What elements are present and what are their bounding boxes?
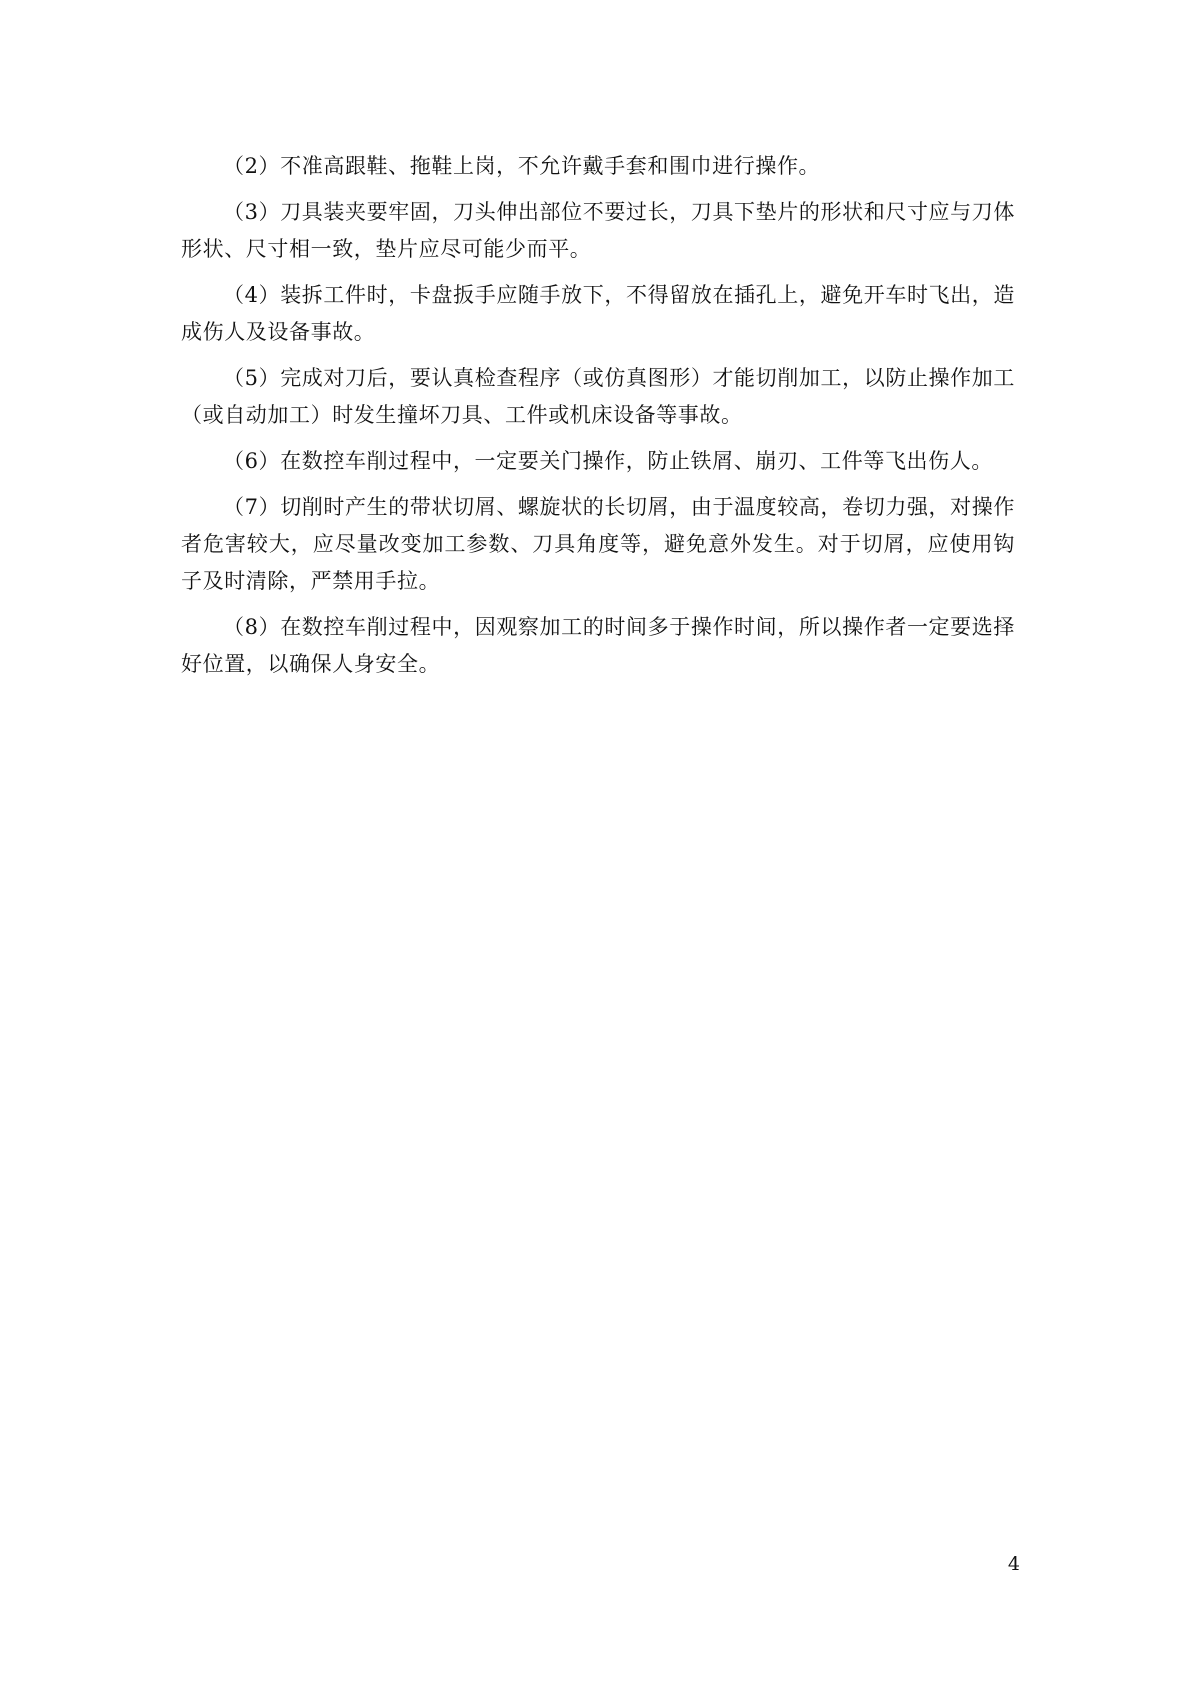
paragraph-6: （6）在数控车削过程中，一定要关门操作，防止铁屑、崩刃、工件等飞出伤人。	[223, 449, 993, 473]
paragraph-3: （3）刀具装夹要牢固，刀头伸出部位不要过长，刀具下垫片的形状和尺寸应与刀体形状、尺寸相一致，垫片应尽可能少而平。	[181, 200, 1015, 261]
paragraph-8: （8）在数控车削过程中，因观察加工的时间多于操作时间，所以操作者一定要选择好位置，以确保人身安全。	[181, 615, 1015, 676]
paragraph-4: （4）装拆工件时，卡盘扳手应随手放下，不得留放在插孔上，避免开车时飞出，造成伤人及设备事故。	[181, 283, 1015, 344]
paragraph-5: （5）完成对刀后，要认真检查程序（或仿真图形）才能切削加工，以防止操作加工（或自动加工）时发生撞坏刀具、工件或机床设备等事故。	[181, 366, 1015, 427]
paragraph-2: （2）不准高跟鞋、拖鞋上岗，不允许戴手套和围巾进行操作。	[223, 154, 821, 178]
paragraph-7: （7）切削时产生的带状切屑、螺旋状的长切屑，由于温度较高，卷切力强，对操作者危害较大，应尽量改变加工参数、刀具角度等，避免意外发生。对于切屑，应使用钩子及时清除，严禁用手拉。	[181, 495, 1015, 593]
page-number: 4	[1007, 1553, 1020, 1575]
body-text	[181, 148, 1015, 692]
